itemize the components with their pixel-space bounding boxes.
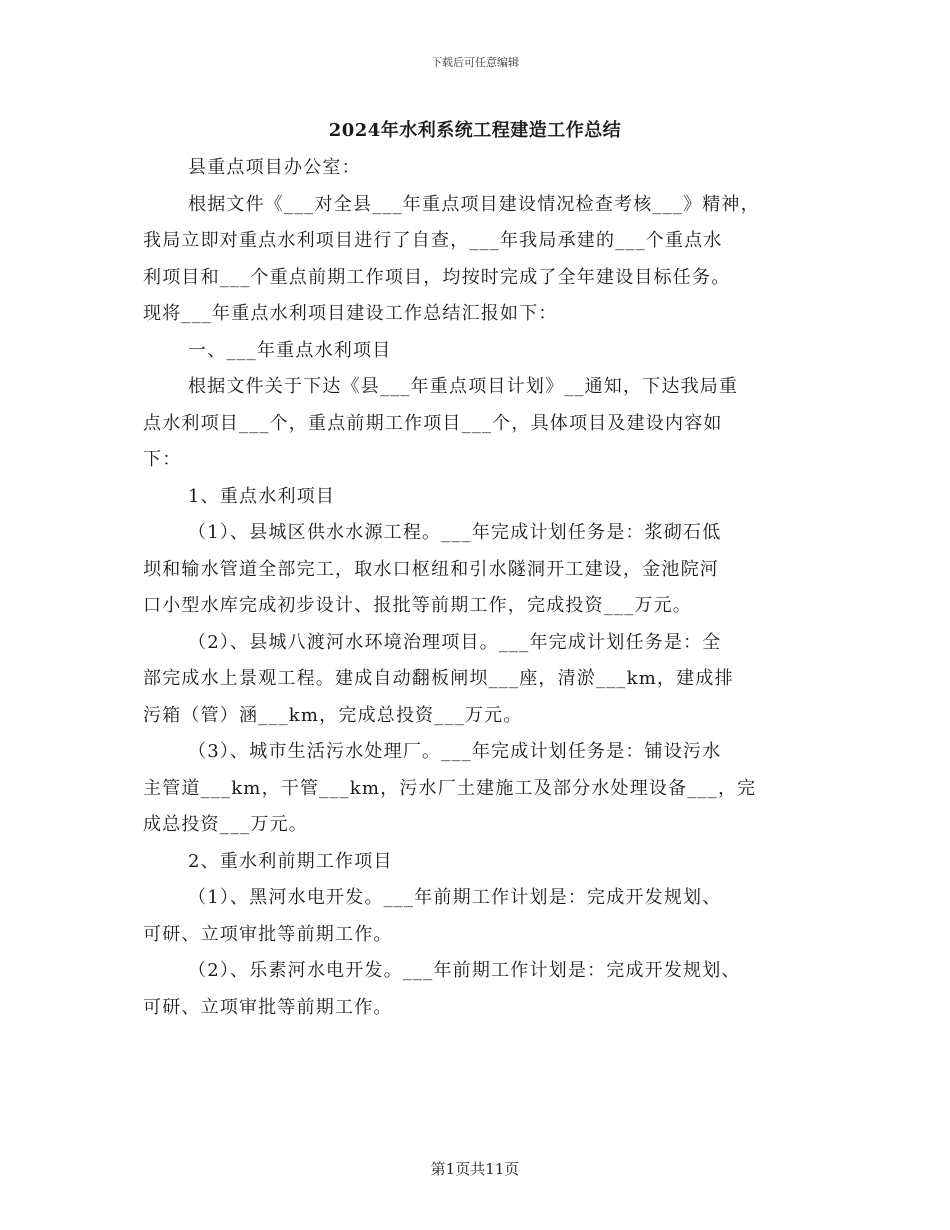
body-line: 坝和输水管道全部完工，取水口枢纽和引水隧洞开工建设，金池院河 <box>143 558 719 580</box>
body-line: 可研、立项审批等前期工作。 <box>143 996 393 1018</box>
body-line: 根据文件《___对全县___年重点项目建设情况检查考核___》精神， <box>188 193 760 215</box>
body-line: （3）、城市生活污水处理厂。___年完成计划任务是：铺设污水 <box>188 741 722 762</box>
body-line: 2、重水利前期工作项目 <box>188 850 393 872</box>
body-line: 可研、立项审批等前期工作。 <box>143 923 393 945</box>
body-line: （1）、黑河水电开发。___年前期工作计划是：完成开发规划、 <box>188 887 722 908</box>
body-line: 主管道___km，干管___km，污水厂土建施工及部分水处理设备___，完 <box>143 777 757 799</box>
page-footer: 第1页共11页 <box>430 1160 520 1178</box>
document-body <box>143 150 818 1026</box>
body-line: 点水利项目___个，重点前期工作项目___个，具体项目及建设内容如 <box>143 412 723 434</box>
header-note: 下载后可任意编辑 <box>431 56 519 69</box>
body-line: 一、___年重点水利项目 <box>188 339 392 361</box>
body-line: 口小型水库完成初步设计、报批等前期工作，完成投资___万元。 <box>143 595 692 616</box>
body-line: 利项目和___个重点前期工作项目，均按时完成了全年建设目标任务。 <box>143 266 731 288</box>
document-title: 2024年水利系统工程建造工作总结 <box>328 120 622 141</box>
body-line: 县重点项目办公室： <box>188 157 361 178</box>
body-line: 部完成水上景观工程。建成自动翻板闸坝___座，清淤___km，建成排 <box>143 668 734 689</box>
body-line: 1、重点水利项目 <box>188 485 336 507</box>
body-line: 现将___年重点水利项目建设工作总结汇报如下： <box>143 303 558 324</box>
body-line: 我局立即对重点水利项目进行了自查，___年我局承建的___个重点水 <box>143 230 723 251</box>
body-line: 污箱（管）涵___km，完成总投资___万元。 <box>143 704 523 726</box>
body-line: 根据文件关于下达《县___年重点项目计划》__通知，下达我局重 <box>188 376 739 397</box>
body-line: （2）、乐素河水电开发。___年前期工作计划是：完成开发规划、 <box>188 960 741 981</box>
body-line: （1）、县城区供水水源工程。___年完成计划任务是：浆砌石低 <box>188 522 722 543</box>
body-line: 下： <box>143 449 182 470</box>
body-line: 成总投资___万元。 <box>143 814 308 835</box>
body-line: （2）、县城八渡河水环境治理项目。___年完成计划任务是：全 <box>188 631 722 653</box>
